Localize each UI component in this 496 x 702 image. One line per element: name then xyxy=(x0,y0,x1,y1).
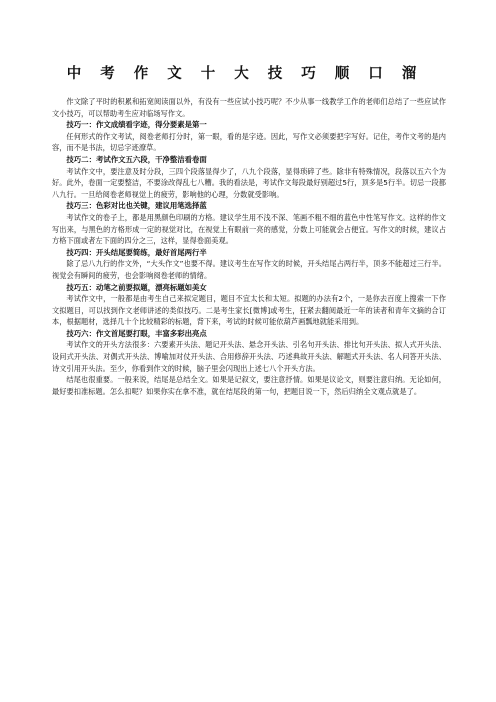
section-2-heading: 技巧二：考试作文五六段，干净整洁看卷面 xyxy=(66,154,207,164)
section-3-heading: 技巧三：色彩对比也关键，建议用笔选择蓝 xyxy=(66,201,207,211)
section-2-body: 考试作文中，要注意及时分段，三四个段落显得少了，八九个段落，显得琐碎了些。除非有特殊情况，段落以五六个为好。此外，卷面一定要整洁，不要涂改得乱七八糟。我的看法是，考试作文每段最好别超过5行，顶多是5行半。切忌一段都八九行。一旦给阅卷老师视觉上的疲劳，影响他的心理，分数就受影响。 xyxy=(52,166,446,199)
section-5-heading: 技巧五：动笔之前要拟题，漂亮标题如美女 xyxy=(66,282,207,292)
section-1-body: 任何形式的作文考试，阅卷老师打分时，第一眼，看的是字迹。因此，写作文必须要把字写好。记住，考作文考的是内容，而不是书法，切忌字迹潦草。 xyxy=(52,131,446,153)
section-1-heading: 技巧一：作文成绩看字迹，得分要素是第一 xyxy=(66,120,207,130)
document-page xyxy=(52,62,446,397)
section-3-body: 考试作文的卷子上，都是用黑颜色印刷的方格。建议学生用不浅不深、笔画不粗不细的蓝色中性笔写作文。这样的作文写出来，与黑色的方格形成一定的视觉对比，在视觉上有眼前一亮的感觉，分数上可能就会占便宜。写作文的时候，建议占方格下面或者左下面的四分之三，这样，显得卷面美观。 xyxy=(52,212,446,246)
closing-paragraph: 结尾也很重要。一般来说，结尾是总结全文。如果是记叙文，要注意抒情。如果是议论文，则要注意归纳。无论如何，最好要扣准标题。怎么扣呢？如果你实在拿不准，就在结尾段的第一句，把题目说一下，然后归纳全文观点就是了。 xyxy=(52,375,446,396)
section-4-heading: 技巧四：开头结尾要简练，最好首尾两行半 xyxy=(66,247,207,257)
section-4-body: 除了忌八九行的作文外，“大头作文”也要不得。建议考生在写作文的时候，开头结尾占两行半，顶多不能超过三行半。视觉会有瞬间的疲劳，也会影响阅卷老师的情绪。 xyxy=(52,259,446,280)
document-title: 中考作文十大技巧顺口溜 xyxy=(66,66,436,82)
section-6-heading: 技巧六：作文首尾要打眼，丰富多彩出亮点 xyxy=(66,328,207,338)
intro-paragraph: 作文除了平时的积累和拓宽阅读面以外，有没有一些应试小技巧呢？不少从事一线教学工作的老师们总结了一些应试作文小技巧，可以帮助考生应对临场写作文。 xyxy=(52,97,446,118)
section-6-body: 考试作文的开头方法很多：六要素开头法、题记开头法、悬念开头法、引名句开头法、排比句开头法、拟人式开头法、设问式开头法、对偶式开头法、博喻加对仗开头法、合用修辞开头法、巧述典故开头法、解题式开头法、名人问答开头法、诗文引用开头法。至少，你看到作文的时候，脑子里会闪现出上述七八个开头方法。 xyxy=(52,340,446,373)
section-5-body: 考试作文中，一般都是由考生自己来拟定题目，题目不宜太长和太短。拟题的办法有2个，一是你去百度上搜索一下作文拟题目，可以找到作文老师讲述的类似技巧。二是考生家长[微博]或考生，狂紧去翻阅最近一年的读者和青年文摘的合订本，根据题材，选择几十个比较精彩的标题，背下来，考试的时候可能依葫芦画瓢地就能采用到。 xyxy=(52,294,446,327)
